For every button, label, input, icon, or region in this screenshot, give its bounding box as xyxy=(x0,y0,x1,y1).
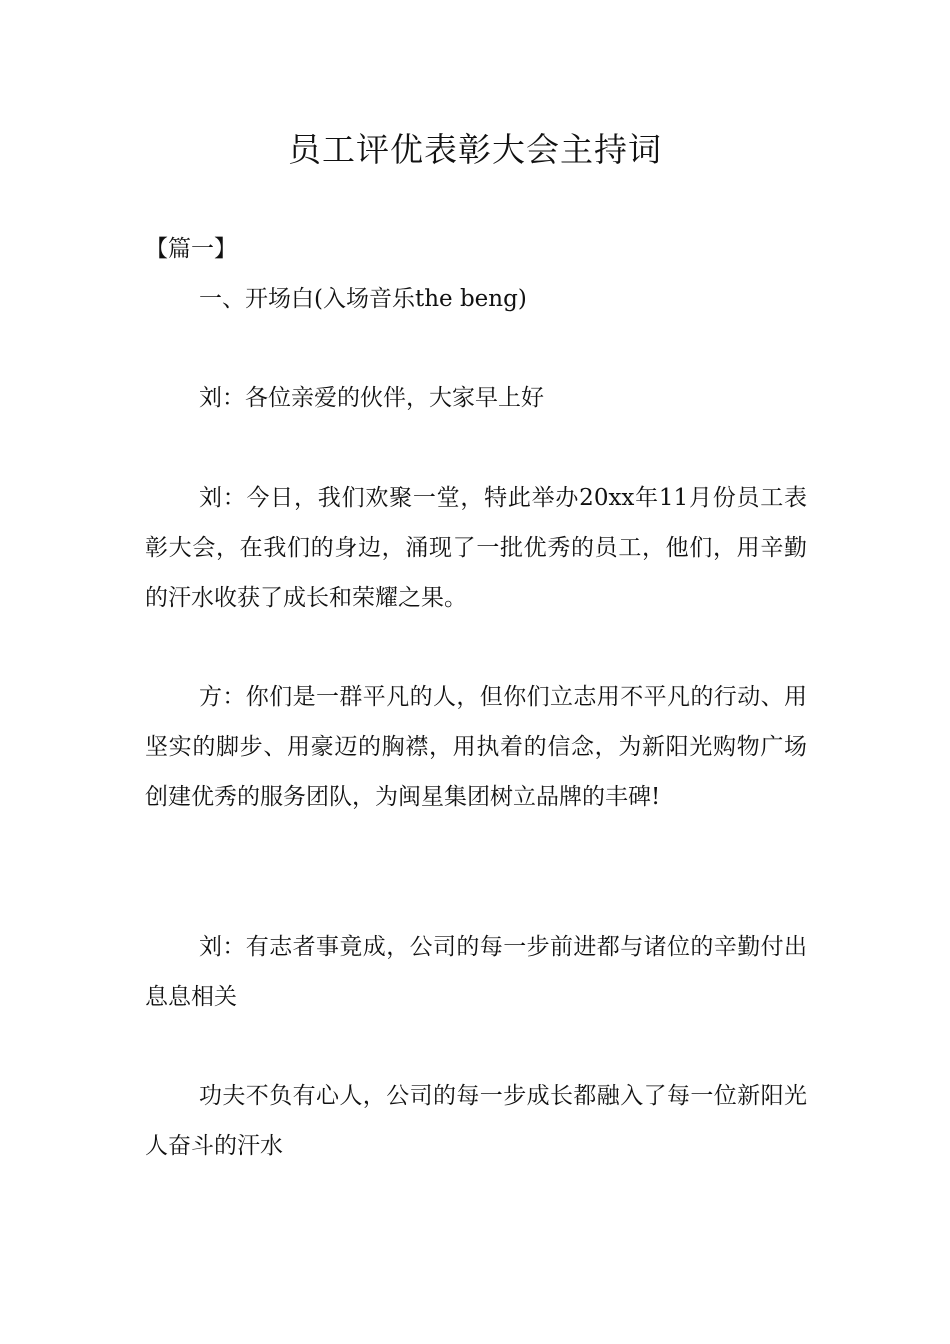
paragraph-fang: 方：你们是一群平凡的人，但你们立志用不平凡的行动、用坚实的脚步、用豪迈的胸襟，用执着的信念，为新阳光购物广场创建优秀的服务团队，为闽星集团树立品牌的丰碑! xyxy=(145,684,807,810)
paragraph-liu-intro: 刘：今日，我们欢聚一堂，特此举办20xx年11月份员工表彰大会，在我们的身边，涌现了一批优秀的员工，他们，用辛勤的汗水收获了成长和荣耀之果。 xyxy=(145,485,807,611)
paragraph-greeting: 刘：各位亲爱的伙伴，大家早上好 xyxy=(199,385,544,411)
section-label: 【篇一】 xyxy=(145,236,237,262)
paragraph-liu-progress: 刘：有志者事竟成，公司的每一步前进都与诸位的辛勤付出息息相关 xyxy=(145,934,807,1010)
document-title: 员工评优表彰大会主持词 xyxy=(288,130,662,169)
paragraph-effort: 功夫不负有心人，公司的每一步成长都融入了每一位新阳光人奋斗的汗水 xyxy=(145,1083,807,1159)
paragraph-opening: 一、开场白(入场音乐the beng) xyxy=(199,286,527,312)
